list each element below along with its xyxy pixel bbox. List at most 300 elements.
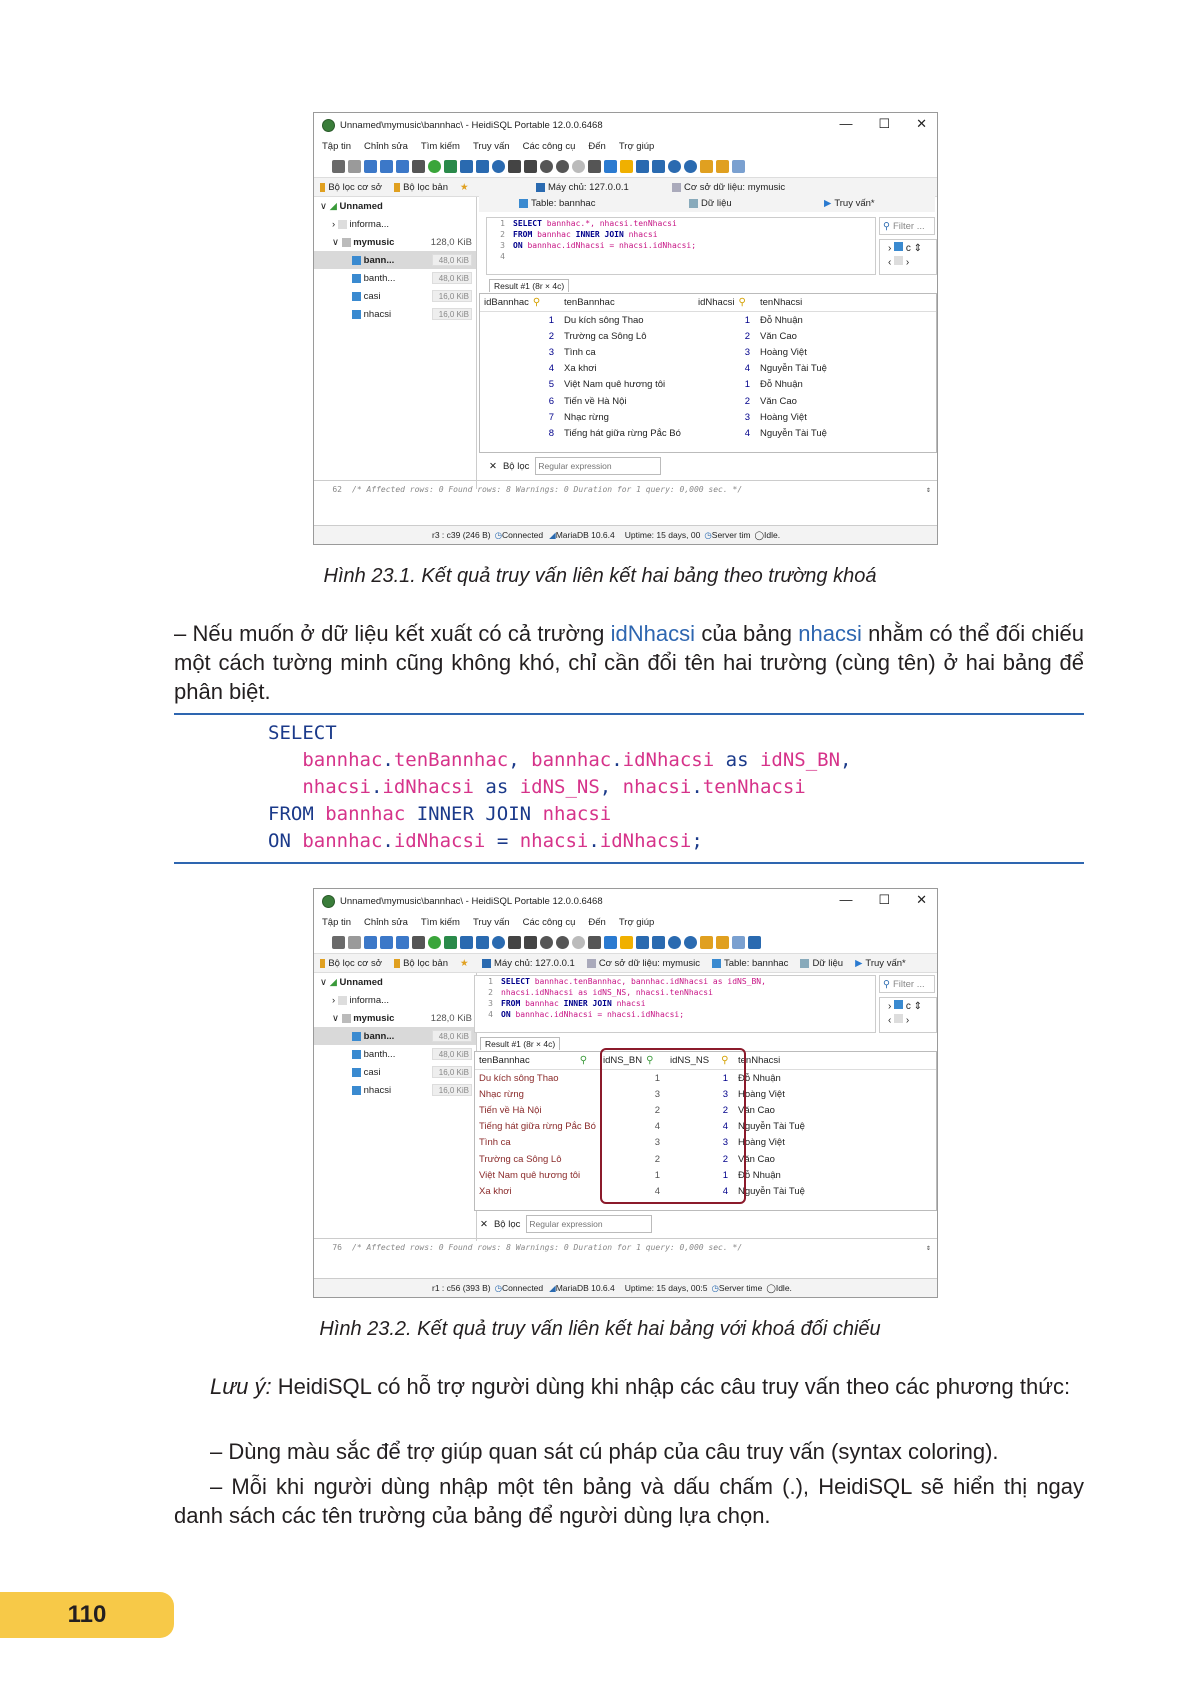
close-icon[interactable]: ✕ bbox=[916, 116, 927, 131]
table-icon bbox=[352, 1050, 361, 1059]
filter-box[interactable]: ⚲ Filter ... bbox=[879, 975, 935, 993]
table-row[interactable] bbox=[480, 393, 936, 409]
heidisql-app-icon bbox=[322, 895, 335, 908]
text-icon[interactable] bbox=[732, 936, 745, 949]
table-icon bbox=[894, 1000, 903, 1009]
table-cell[interactable]: 2 bbox=[722, 1153, 728, 1165]
tree-item-casi[interactable]: casi 16,0 KiB bbox=[314, 1063, 476, 1081]
favorite-icon[interactable]: ★ bbox=[460, 181, 469, 193]
code-keyword: ; bbox=[691, 830, 703, 852]
sql-line bbox=[475, 976, 875, 987]
code-identifier: idNS_NS bbox=[519, 776, 600, 798]
table-icon bbox=[352, 256, 361, 265]
menu-edit[interactable]: Chỉnh sửa bbox=[364, 140, 408, 152]
menu-tools[interactable]: Các công cụ bbox=[522, 140, 576, 152]
db-tree bbox=[314, 973, 477, 1241]
tab-data[interactable]: Dữ liệu bbox=[794, 958, 849, 969]
table-cell[interactable]: Văn Cao bbox=[760, 330, 797, 342]
import-icon[interactable] bbox=[460, 936, 473, 949]
table-cell[interactable]: 4 bbox=[744, 427, 750, 439]
table-cell[interactable]: 1 bbox=[722, 1169, 728, 1181]
menu-goto[interactable]: Đến bbox=[588, 916, 606, 928]
connect-icon[interactable] bbox=[332, 936, 345, 949]
table-cell[interactable]: Nhạc rừng bbox=[564, 411, 609, 423]
server-icon bbox=[536, 183, 545, 192]
close-filter-icon[interactable]: ✕ bbox=[489, 460, 497, 472]
run-icon[interactable] bbox=[604, 160, 617, 173]
window-title: Unnamed\mymusic\bannhac\ - HeidiSQL Portable 12.0.0.6468 bbox=[340, 895, 603, 907]
code-identifier: idNhacsi bbox=[382, 776, 474, 798]
menu-edit[interactable]: Chỉnh sửa bbox=[364, 916, 408, 928]
table-cell[interactable]: 1 bbox=[744, 379, 750, 391]
table-cell[interactable]: Du kích sông Thao bbox=[479, 1072, 559, 1084]
export-icon[interactable] bbox=[476, 936, 489, 949]
table-cell[interactable]: 5 bbox=[548, 379, 554, 391]
caption-figure-1: Hình 23.1. Kết quả truy vấn liên kết hai bảng theo trường khoá bbox=[323, 565, 877, 587]
menu-search[interactable]: Tìm kiếm bbox=[420, 916, 460, 928]
cancel-icon[interactable] bbox=[556, 936, 569, 949]
menu-file[interactable]: Tập tin bbox=[322, 140, 352, 152]
code-keyword: , bbox=[840, 749, 852, 771]
table-cell[interactable]: 4 bbox=[654, 1185, 660, 1197]
code-identifier: nhacsi bbox=[622, 776, 692, 798]
menu-help[interactable]: Trợ giúp bbox=[618, 916, 655, 928]
tab-table-filter[interactable]: Bộ lọc bản bbox=[388, 182, 454, 193]
sql-keyword: ON bbox=[501, 1010, 516, 1019]
code-indent bbox=[268, 749, 302, 771]
table-cell[interactable]: Tình ca bbox=[564, 346, 596, 358]
sql-keyword: SELECT bbox=[501, 977, 535, 986]
col-header[interactable]: tenBannhac bbox=[564, 297, 615, 308]
help-icon[interactable] bbox=[492, 160, 505, 173]
col-header[interactable]: tenBannhac ⚲ bbox=[479, 1055, 588, 1066]
import-icon[interactable] bbox=[460, 160, 473, 173]
caption-figure-2: Hình 23.2. Kết quả truy vấn liên kết hai bảng với khoá đối chiếu bbox=[319, 1318, 881, 1340]
table-cell[interactable]: Đỗ Nhuận bbox=[738, 1169, 781, 1181]
zoom-icon[interactable] bbox=[668, 160, 681, 173]
connect-icon[interactable] bbox=[332, 160, 345, 173]
col-header[interactable]: idNhacsi ⚲ bbox=[698, 297, 746, 308]
code-keyword: . bbox=[611, 749, 623, 771]
table-cell[interactable]: Đỗ Nhuận bbox=[760, 314, 803, 326]
menu-tools[interactable]: Các công cụ bbox=[522, 916, 576, 928]
table-cell[interactable]: 2 bbox=[654, 1153, 660, 1165]
idle-status: Idle. bbox=[764, 530, 781, 540]
table-cell[interactable]: 3 bbox=[548, 346, 554, 358]
grid-header bbox=[480, 294, 936, 312]
server-time: Server tim bbox=[711, 530, 751, 540]
menu-file[interactable]: Tập tin bbox=[322, 916, 352, 928]
highlight-icon[interactable] bbox=[716, 936, 729, 949]
search-icon: ⚲ bbox=[883, 220, 890, 232]
explain-icon[interactable] bbox=[652, 160, 665, 173]
folder-icon[interactable] bbox=[620, 160, 633, 173]
regex-filter-input[interactable] bbox=[526, 1215, 652, 1233]
table-cell[interactable]: Hoàng Việt bbox=[760, 346, 807, 358]
tree-item-mymusic[interactable]: ∨ mymusic 128,0 KiB bbox=[332, 236, 472, 248]
table-cell[interactable]: Nguyễn Tài Tuệ bbox=[738, 1185, 805, 1197]
paste-icon[interactable] bbox=[380, 936, 393, 949]
tab-database[interactable]: Cơ sở dữ liệu: mymusic bbox=[581, 958, 706, 969]
table-cell[interactable]: 2 bbox=[722, 1104, 728, 1116]
maximize-icon[interactable]: ☐ bbox=[878, 892, 891, 907]
table-row[interactable] bbox=[480, 312, 936, 328]
table-cell[interactable]: 6 bbox=[548, 395, 554, 407]
table-cell[interactable]: Trường ca Sông Lô bbox=[479, 1153, 562, 1165]
table-cell[interactable]: Nguyễn Tài Tuệ bbox=[760, 363, 827, 375]
cursor-position: r1 : c56 (393 B) bbox=[432, 1283, 491, 1293]
minimize-icon[interactable]: — bbox=[839, 116, 853, 131]
code-divider-bottom bbox=[174, 862, 1084, 864]
clock-icon: ◷ bbox=[704, 529, 712, 540]
user-icon[interactable] bbox=[444, 160, 457, 173]
tab-db-filter[interactable]: Bộ lọc cơ sở bbox=[314, 958, 388, 969]
close-filter-icon[interactable]: ✕ bbox=[480, 1218, 488, 1230]
tab-result[interactable]: Result #1 (8r × 4c) bbox=[489, 279, 569, 292]
print-icon[interactable] bbox=[412, 160, 425, 173]
menubar bbox=[314, 137, 937, 155]
menu-help[interactable]: Trợ giúp bbox=[618, 140, 655, 152]
table-cell[interactable]: 1 bbox=[744, 314, 750, 326]
menu-query[interactable]: Truy vấn bbox=[472, 140, 510, 152]
idle-icon: ◯ bbox=[754, 529, 765, 540]
line-number: 1 bbox=[488, 977, 493, 986]
database-icon bbox=[672, 183, 681, 192]
uptime: Uptime: 15 days, 00 bbox=[624, 530, 701, 540]
tree-item-information[interactable]: › informa... bbox=[332, 994, 390, 1006]
check-icon[interactable] bbox=[572, 936, 585, 949]
tab-result[interactable]: Result #1 (8r × 4c) bbox=[480, 1037, 560, 1050]
code-keyword: . bbox=[382, 749, 394, 771]
tab-data[interactable]: Dữ liệu bbox=[689, 198, 824, 209]
tab-host[interactable]: Máy chủ: 127.0.0.1 bbox=[476, 958, 581, 969]
database-icon bbox=[342, 1014, 351, 1023]
table-cell[interactable]: Nguyễn Tài Tuệ bbox=[760, 427, 827, 439]
heidisql-window-2 bbox=[313, 888, 938, 1298]
table-cell[interactable]: 3 bbox=[744, 346, 750, 358]
filter-box[interactable]: ⚲ Filter ... bbox=[879, 217, 935, 235]
server-version: MariaDB 10.6.4 bbox=[555, 1283, 615, 1293]
sql-identifier: nhacsi bbox=[628, 230, 658, 239]
line-number: 2 bbox=[488, 988, 493, 997]
table-cell[interactable]: 3 bbox=[654, 1088, 660, 1100]
tree-item-banthu[interactable]: banth... 48,0 KiB bbox=[314, 269, 476, 287]
close-icon[interactable]: ✕ bbox=[916, 892, 927, 907]
table-cell[interactable]: 4 bbox=[722, 1185, 728, 1197]
table-cell[interactable]: 4 bbox=[654, 1121, 660, 1133]
play-icon: ▶ bbox=[855, 957, 863, 969]
paste-icon[interactable] bbox=[380, 160, 393, 173]
stop-icon[interactable] bbox=[540, 160, 553, 173]
code-identifier: idNhacsi bbox=[622, 749, 715, 771]
last-icon[interactable] bbox=[524, 160, 537, 173]
print-icon[interactable] bbox=[412, 936, 425, 949]
filter-icon bbox=[394, 959, 400, 968]
tab-table-filter[interactable]: Bộ lọc bản bbox=[388, 958, 454, 969]
db-tree bbox=[314, 197, 477, 489]
text-icon[interactable] bbox=[732, 160, 745, 173]
table-cell[interactable]: Văn Cao bbox=[738, 1104, 775, 1116]
table-cell[interactable]: Đỗ Nhuận bbox=[760, 379, 803, 391]
table-row[interactable] bbox=[480, 377, 936, 393]
tab-table[interactable]: Table: bannhac bbox=[519, 198, 689, 209]
folder-icon[interactable] bbox=[620, 936, 633, 949]
table-row[interactable] bbox=[480, 328, 936, 344]
table-cell[interactable]: 1 bbox=[654, 1072, 660, 1084]
server-version: MariaDB 10.6.4 bbox=[555, 530, 615, 540]
grid-icon bbox=[689, 199, 698, 208]
tree-item-banthu[interactable]: banth... 48,0 KiB bbox=[314, 1045, 476, 1063]
tree-item-mymusic[interactable]: ∨ mymusic 128,0 KiB bbox=[332, 1012, 472, 1024]
tree-item-bannhac[interactable]: bann... 48,0 KiB bbox=[314, 251, 476, 269]
table-row[interactable] bbox=[480, 344, 936, 360]
table-cell[interactable]: Nguyễn Tài Tuệ bbox=[738, 1121, 805, 1133]
table-icon bbox=[352, 310, 361, 319]
code-identifier: bannhac bbox=[302, 749, 383, 771]
tree-item-casi[interactable]: casi 16,0 KiB bbox=[314, 287, 476, 305]
help-icon[interactable] bbox=[492, 936, 505, 949]
disconnect-icon[interactable] bbox=[348, 160, 361, 173]
sql-line bbox=[487, 240, 875, 251]
filter-icon bbox=[320, 183, 325, 192]
undo-icon[interactable] bbox=[396, 160, 409, 173]
mariadb-icon: ◢ bbox=[549, 1282, 556, 1293]
log-panel: 76 /* Affected rows: 0 Found rows: 8 Warnings: 0 Duration for 1 query: 0,000 sec. */ ⇕ bbox=[314, 1238, 937, 1255]
sql-editor[interactable] bbox=[474, 975, 876, 1033]
sql-keyword: INNER JOIN bbox=[563, 999, 617, 1008]
cancel-icon[interactable] bbox=[556, 160, 569, 173]
stop-icon[interactable] bbox=[540, 936, 553, 949]
tab-query[interactable]: ▶ Truy vấn* bbox=[855, 957, 906, 969]
cursor-position: r3 : c39 (246 B) bbox=[432, 530, 491, 540]
sql-identifier: nhacsi.idNhacsi as idNS_NS, nhacsi.tenNhacsi bbox=[501, 988, 713, 997]
table-cell[interactable]: Tình ca bbox=[479, 1137, 511, 1149]
table-row[interactable] bbox=[480, 361, 936, 377]
line-number: 4 bbox=[500, 252, 505, 261]
favorite-icon[interactable]: ★ bbox=[460, 957, 469, 969]
database-icon bbox=[338, 220, 347, 229]
col-header[interactable]: tenNhacsi bbox=[738, 1055, 781, 1066]
table-cell[interactable]: 3 bbox=[722, 1137, 728, 1149]
sql-line bbox=[475, 987, 875, 998]
code-keyword: . bbox=[382, 830, 394, 852]
find-icon[interactable] bbox=[684, 936, 697, 949]
line-number: 4 bbox=[488, 1010, 493, 1019]
table-cell[interactable]: 8 bbox=[548, 427, 554, 439]
table-cell[interactable]: 4 bbox=[722, 1121, 728, 1133]
menu-goto[interactable]: Đến bbox=[588, 140, 606, 152]
menubar bbox=[314, 913, 937, 931]
tab-table[interactable]: Table: bannhac bbox=[706, 958, 794, 969]
table-cell[interactable]: 3 bbox=[722, 1088, 728, 1100]
table-cell[interactable]: Tiến về Hà Nội bbox=[564, 395, 627, 407]
wrap-icon[interactable] bbox=[748, 936, 761, 949]
highlight-icon[interactable] bbox=[716, 160, 729, 173]
zoom-icon[interactable] bbox=[668, 936, 681, 949]
first-icon[interactable] bbox=[508, 160, 521, 173]
format-icon[interactable] bbox=[700, 160, 713, 173]
refresh-icon[interactable] bbox=[428, 936, 441, 949]
note-bullet-2: – Mỗi khi người dùng nhập một tên bảng và dấu chấm (.), HeidiSQL sẽ hiển thị ngay danh sách các tên trường của bảng để người dùng lựa chọn. bbox=[174, 1474, 1084, 1528]
check-icon[interactable] bbox=[572, 160, 585, 173]
note-bullet-1: – Dùng màu sắc để trợ giúp quan sát cú pháp của câu truy vấn (syntax coloring). bbox=[210, 1439, 999, 1464]
window-titlebar bbox=[314, 113, 937, 137]
server-icon bbox=[482, 959, 491, 968]
filter-bar bbox=[474, 1213, 935, 1235]
sql-identifier: bannhac bbox=[537, 230, 576, 239]
undo-icon[interactable] bbox=[396, 936, 409, 949]
table-cell[interactable]: 7 bbox=[548, 411, 554, 423]
uptime: Uptime: 15 days, 00:5 bbox=[624, 1283, 708, 1293]
paragraph-1: – Nếu muốn ở dữ liệu kết xuất có cả trường idNhacsi của bảng nhacsi nhằm có thể đối chiếu một cách tường minh cũng không khó, chỉ cần đổi tên hai trường (cùng tên) ở hai bảng để phân biệt. bbox=[174, 621, 1084, 704]
last-icon[interactable] bbox=[524, 936, 537, 949]
code-identifier: nhacsi bbox=[302, 776, 371, 798]
filter-bar bbox=[479, 455, 935, 477]
save-icon[interactable] bbox=[636, 936, 649, 949]
tree-item-unnamed[interactable]: ∨ ◢ Unnamed bbox=[320, 976, 383, 988]
line-number: 1 bbox=[500, 219, 505, 228]
table-cell[interactable]: Du kích sông Thao bbox=[564, 314, 644, 326]
col-header[interactable]: idNS_NS ⚲ bbox=[670, 1055, 729, 1066]
sql-editor[interactable] bbox=[486, 217, 876, 275]
table-cell[interactable]: Nhạc rừng bbox=[479, 1088, 524, 1100]
code-identifier: tenNhacsi bbox=[702, 776, 806, 798]
table-cell[interactable]: 2 bbox=[744, 395, 750, 407]
col-header[interactable]: idBannhac ⚲ bbox=[484, 297, 541, 308]
sql-identifier: bannhac bbox=[525, 999, 564, 1008]
disconnect-icon[interactable] bbox=[348, 936, 361, 949]
table-cell[interactable]: 1 bbox=[548, 314, 554, 326]
tab-db-filter[interactable]: Bộ lọc cơ sở bbox=[314, 182, 388, 193]
database-icon bbox=[342, 238, 351, 247]
play-icon: ▶ bbox=[824, 197, 832, 209]
table-cell[interactable]: Văn Cao bbox=[738, 1153, 775, 1165]
code-indent bbox=[268, 776, 302, 798]
table-row[interactable] bbox=[480, 425, 936, 441]
code-keyword: . bbox=[588, 830, 600, 852]
sql-line bbox=[475, 1009, 875, 1020]
table-cell[interactable]: Tiếng hát giữa rừng Pắc Bó bbox=[479, 1121, 596, 1133]
code-identifier: bannhac bbox=[302, 830, 383, 852]
table-icon bbox=[352, 1086, 361, 1095]
delete-icon[interactable] bbox=[588, 936, 601, 949]
export-icon[interactable] bbox=[476, 160, 489, 173]
delete-icon[interactable] bbox=[588, 160, 601, 173]
table-cell[interactable]: Trường ca Sông Lô bbox=[564, 330, 647, 342]
window-titlebar bbox=[314, 889, 937, 913]
idle-icon: ◯ bbox=[766, 1282, 776, 1293]
minimize-icon[interactable]: — bbox=[839, 892, 853, 907]
table-cell[interactable]: Hoàng Việt bbox=[760, 411, 807, 423]
tab-host[interactable]: Máy chủ: 127.0.0.1 bbox=[476, 182, 666, 193]
helper-panel: › c ⇕ ‹ › bbox=[879, 239, 937, 275]
regex-filter-input[interactable] bbox=[535, 457, 661, 475]
tree-item-nhacsi[interactable]: nhacsi 16,0 KiB bbox=[314, 305, 476, 323]
connection-status: Connected bbox=[502, 1283, 544, 1293]
page-number: 110 bbox=[0, 1592, 174, 1638]
run-icon[interactable] bbox=[604, 936, 617, 949]
col-header[interactable]: tenNhacsi bbox=[760, 297, 803, 308]
maximize-icon[interactable]: ☐ bbox=[878, 116, 891, 131]
tree-item-unnamed[interactable]: ∨ ◢ Unnamed bbox=[320, 200, 383, 212]
result-grid bbox=[474, 1051, 937, 1211]
sql-identifier: bannhac.*, nhacsi.tenNhacsi bbox=[546, 219, 677, 228]
database-icon bbox=[338, 996, 347, 1005]
menu-search[interactable]: Tìm kiếm bbox=[420, 140, 460, 152]
database-icon bbox=[587, 959, 596, 968]
sql-keyword: FROM bbox=[501, 999, 526, 1008]
save-icon[interactable] bbox=[636, 160, 649, 173]
table-cell[interactable]: Tiến về Hà Nội bbox=[479, 1104, 542, 1116]
result-grid bbox=[479, 293, 937, 453]
table-cell[interactable]: 3 bbox=[654, 1137, 660, 1149]
copy-icon[interactable] bbox=[364, 936, 377, 949]
table-icon bbox=[352, 292, 361, 301]
search-icon: ⚲ bbox=[883, 978, 890, 990]
table-cell[interactable]: Việt Nam quê hương tôi bbox=[479, 1169, 581, 1181]
table-icon bbox=[712, 959, 721, 968]
tab-database[interactable]: Cơ sở dữ liệu: mymusic bbox=[666, 182, 791, 193]
log-panel: 62 /* Affected rows: 0 Found rows: 8 Warnings: 0 Duration for 1 query: 0,000 sec. */ ⇕ bbox=[314, 480, 937, 497]
table-cell[interactable]: Hoàng Việt bbox=[738, 1137, 785, 1149]
table-cell[interactable]: Xa khơi bbox=[564, 363, 597, 375]
menu-query[interactable]: Truy vấn bbox=[472, 916, 510, 928]
table-cell[interactable]: 4 bbox=[744, 363, 750, 375]
copy-icon[interactable] bbox=[364, 160, 377, 173]
table-cell[interactable]: 4 bbox=[548, 363, 554, 375]
tree-item-nhacsi[interactable]: nhacsi 16,0 KiB bbox=[314, 1081, 476, 1099]
code-keyword: ON bbox=[268, 830, 303, 852]
format-icon[interactable] bbox=[700, 936, 713, 949]
table-cell[interactable]: Văn Cao bbox=[760, 395, 797, 407]
table-cell[interactable]: 1 bbox=[654, 1169, 660, 1181]
table-row[interactable] bbox=[480, 409, 936, 425]
line-number: 3 bbox=[500, 241, 505, 250]
idle-status: Idle. bbox=[775, 1283, 792, 1293]
table-cell[interactable]: 2 bbox=[548, 330, 554, 342]
table-cell[interactable]: 1 bbox=[722, 1072, 728, 1084]
explain-icon[interactable] bbox=[652, 936, 665, 949]
tab-query[interactable]: ▶ Truy vấn* bbox=[824, 197, 875, 209]
first-icon[interactable] bbox=[508, 936, 521, 949]
tree-item-bannhac[interactable]: bann... 48,0 KiB bbox=[314, 1027, 476, 1045]
mariadb-icon: ◢ bbox=[549, 529, 556, 540]
table-cell[interactable]: Xa khơi bbox=[479, 1185, 512, 1197]
user-icon[interactable] bbox=[444, 936, 457, 949]
table-cell[interactable]: 3 bbox=[744, 411, 750, 423]
table-cell[interactable]: Hoàng Việt bbox=[738, 1088, 785, 1100]
code-identifier: idNhacsi bbox=[393, 830, 486, 852]
code-identifier: idNhacsi bbox=[599, 830, 692, 852]
tree-item-information[interactable]: › informa... bbox=[332, 218, 390, 230]
table-cell[interactable]: 2 bbox=[654, 1104, 660, 1116]
sql-line bbox=[487, 251, 875, 262]
refresh-icon[interactable] bbox=[428, 160, 441, 173]
filter-label: Bộ lọc bbox=[493, 1218, 521, 1230]
col-header[interactable]: idNS_BN ⚲ bbox=[603, 1055, 654, 1066]
table-cell[interactable]: Đỗ Nhuận bbox=[738, 1072, 781, 1084]
table-cell[interactable]: 2 bbox=[744, 330, 750, 342]
code-keyword: FROM bbox=[268, 803, 326, 825]
code-identifier: bannhac bbox=[531, 749, 612, 771]
status-bar bbox=[314, 525, 937, 544]
table-icon bbox=[352, 1032, 361, 1041]
find-icon[interactable] bbox=[684, 160, 697, 173]
table-cell[interactable]: Tiếng hát giữa rừng Pắc Bó bbox=[564, 427, 681, 439]
status-bar bbox=[314, 1278, 937, 1297]
sql-line bbox=[487, 229, 875, 240]
table-cell[interactable]: Việt Nam quê hương tôi bbox=[564, 379, 666, 391]
